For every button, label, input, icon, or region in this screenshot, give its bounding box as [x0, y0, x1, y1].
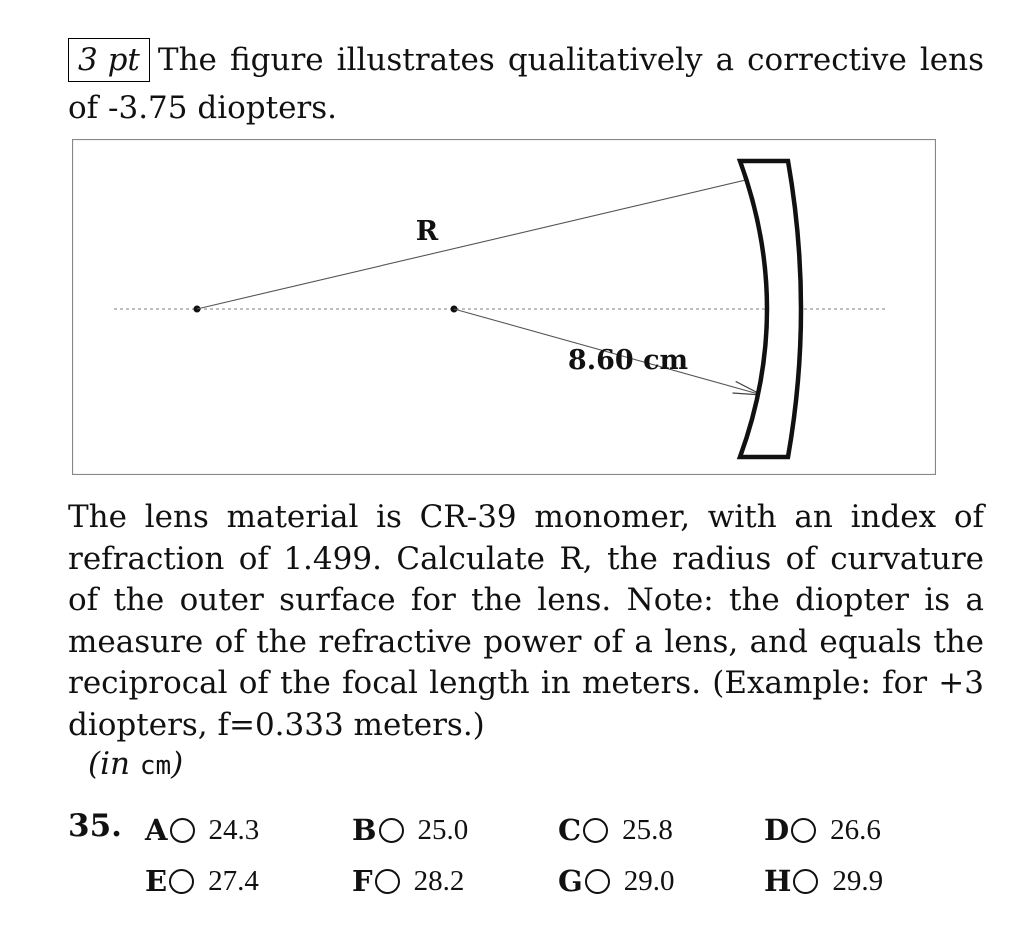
choice-letter: F — [352, 864, 373, 898]
choice-g[interactable] — [558, 864, 675, 898]
question-intro — [68, 36, 984, 132]
choice-b[interactable] — [352, 813, 468, 847]
points-badge: 3 pt — [68, 38, 150, 82]
unit-prefix: in — [100, 746, 130, 782]
radio-icon[interactable] — [791, 818, 816, 843]
choice-value: 28.2 — [413, 864, 465, 897]
choice-letter: E — [145, 864, 168, 898]
choice-e[interactable] — [145, 864, 259, 898]
choice-d[interactable] — [764, 813, 881, 847]
choice-c[interactable] — [558, 813, 673, 847]
outer-radius-arrow — [197, 171, 784, 309]
figure-border — [73, 140, 936, 475]
choice-letter: D — [764, 813, 790, 847]
radio-icon[interactable] — [793, 869, 818, 894]
choice-letter: H — [764, 864, 792, 898]
question-number: 35. — [68, 808, 122, 844]
choice-value: 25.0 — [417, 813, 469, 846]
concave-lens — [740, 161, 801, 457]
choice-value: 29.0 — [623, 864, 675, 897]
choice-h[interactable] — [764, 864, 883, 898]
radio-icon[interactable] — [379, 818, 404, 843]
choice-value: 29.9 — [832, 864, 884, 897]
radio-icon[interactable] — [170, 818, 195, 843]
label-inner-radius: 8.60 cm — [567, 345, 689, 376]
choice-value: 26.6 — [830, 813, 881, 846]
choice-letter: G — [558, 864, 583, 898]
question-body: The lens material is CR-39 monomer, with an index of refraction of 1.499. Calculate R, the radius of curvature of the outer surface for the lens. Note: the diopter is a measure of the refractive power of a lens, and equals the reciprocal of the focal length in meters. (Example: for +3 diopters, f=0.333 meters.) — [68, 499, 984, 743]
radio-icon[interactable] — [169, 869, 194, 894]
radio-icon[interactable] — [375, 869, 400, 894]
choice-letter: A — [145, 813, 168, 847]
unit-label: cm — [139, 751, 172, 781]
radio-icon[interactable] — [585, 869, 610, 894]
label-r: R — [415, 216, 439, 247]
lens-diagram — [72, 139, 936, 475]
choice-letter: C — [558, 813, 582, 847]
choice-f[interactable] — [352, 864, 464, 898]
choice-value: 25.8 — [622, 813, 673, 846]
choice-value: 27.4 — [208, 864, 259, 897]
intro-text: The figure illustrates qualitatively a corrective lens of -3.75 diopters. — [68, 42, 984, 126]
choice-a[interactable] — [145, 813, 259, 847]
radio-icon[interactable] — [583, 818, 608, 843]
choice-value: 24.3 — [208, 813, 260, 846]
choice-letter: B — [352, 813, 377, 847]
lens-figure — [72, 139, 936, 475]
unit-note: (in cm) — [88, 746, 184, 782]
